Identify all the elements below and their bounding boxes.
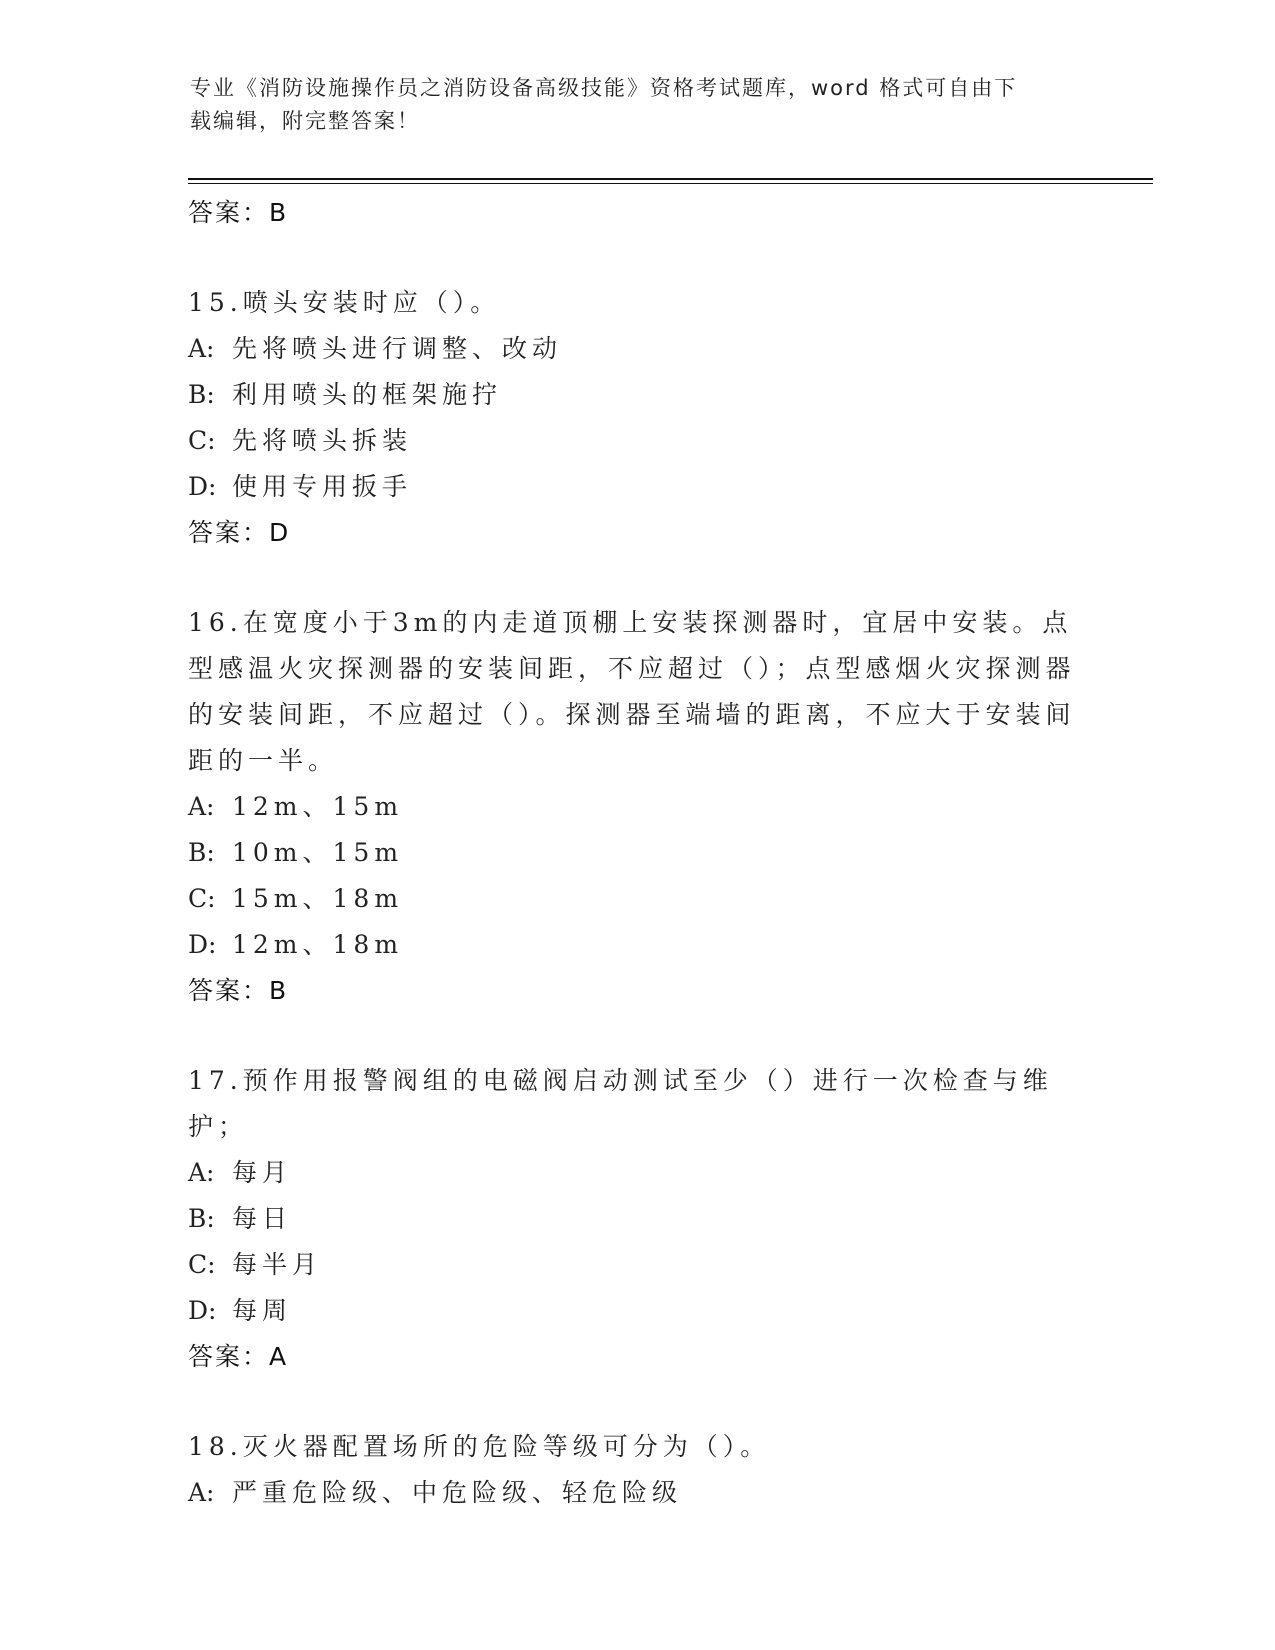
option-letter: B: (188, 380, 215, 409)
option-b (188, 830, 1088, 876)
question-item (188, 280, 1088, 556)
option-letter: A: (188, 334, 215, 363)
option-letter: B: (188, 1204, 215, 1233)
option-text: 使用专用扳手 (232, 472, 413, 501)
question-item (188, 1424, 1088, 1516)
option-a (188, 1150, 1088, 1196)
option-d (188, 922, 1088, 968)
option-d (188, 1288, 1088, 1334)
answer-line: 答案：B (188, 976, 289, 1005)
option-letter: A: (188, 1158, 215, 1187)
option-c (188, 1242, 1088, 1288)
option-text: 15m、18m (232, 884, 404, 913)
question-list (188, 190, 1088, 1516)
question-stem: 16.在宽度小于3m的内走道顶棚上安装探测器时，宜居中安装。点型感温火灾探测器的安装间距，不应超过（）；点型感烟火灾探测器的安装间距，不应超过（）。探测器至端墙的距离，不应大于安装间距的一半。 (188, 608, 1076, 775)
option-text: 先将喷头进行调整、改动 (232, 334, 563, 363)
option-letter: A: (188, 1478, 215, 1507)
option-text: 12m、15m (232, 792, 404, 821)
header-divider-thin (188, 183, 1153, 184)
option-a (188, 784, 1088, 830)
question-stem: 18.灭火器配置场所的危险等级可分为（）。 (188, 1432, 771, 1461)
question-stem: 17.预作用报警阀组的电磁阀启动测试至少（）进行一次检查与维护； (188, 1066, 1053, 1141)
option-text: 每日 (232, 1204, 293, 1233)
option-c (188, 418, 1088, 464)
option-text: 12m、18m (232, 930, 404, 959)
document-header (190, 72, 1070, 138)
question-stem: 15.喷头安装时应（）。 (188, 288, 501, 317)
option-text: 每周 (232, 1296, 293, 1325)
answer-line: 答案：A (188, 1342, 289, 1371)
option-text: 先将喷头拆装 (232, 426, 413, 455)
option-b (188, 372, 1088, 418)
header-line-1: 专业《消防设施操作员之消防设备高级技能》资格考试题库，word 格式可自由下 (190, 76, 1018, 100)
option-letter: D: (188, 930, 217, 959)
option-text: 每半月 (232, 1250, 323, 1279)
question-item (188, 600, 1088, 1014)
header-divider-thick (188, 178, 1153, 180)
header-line-2: 载编辑，附完整答案！ (190, 109, 420, 133)
option-c (188, 876, 1088, 922)
option-letter: C: (188, 884, 216, 913)
option-letter: B: (188, 838, 215, 867)
option-text: 10m、15m (232, 838, 404, 867)
option-d (188, 464, 1088, 510)
option-letter: C: (188, 426, 216, 455)
option-text: 利用喷头的框架施拧 (232, 380, 503, 409)
option-letter: D: (188, 472, 217, 501)
option-letter: D: (188, 1296, 217, 1325)
option-text: 严重危险级、中危险级、轻危险级 (232, 1478, 683, 1507)
question-item (188, 1058, 1088, 1380)
option-letter: A: (188, 792, 215, 821)
option-text: 每月 (232, 1158, 293, 1187)
option-a (188, 326, 1088, 372)
answer-line: 答案：D (188, 518, 291, 547)
option-b (188, 1196, 1088, 1242)
option-letter: C: (188, 1250, 216, 1279)
option-a (188, 1470, 1088, 1516)
answer-line: 答案：B (188, 198, 289, 227)
